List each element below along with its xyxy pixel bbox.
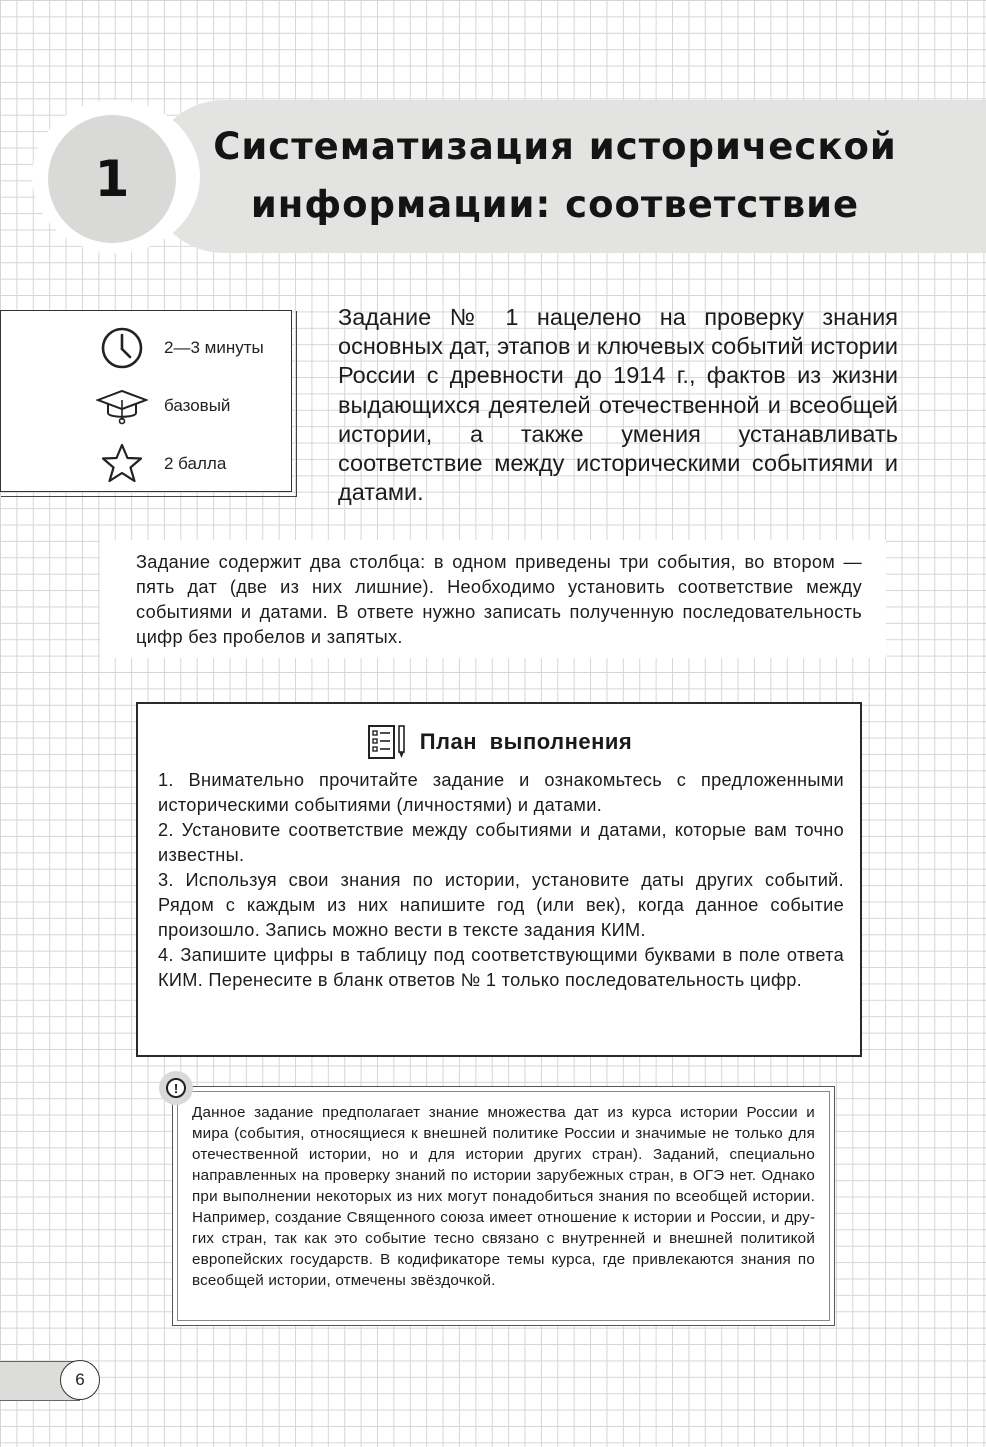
- info-row-time: [96, 325, 264, 371]
- plan-steps: [158, 768, 844, 993]
- exclamation-icon: !: [166, 1078, 186, 1098]
- star-icon: [96, 441, 148, 487]
- page-title-line-2: информации: соответствие: [250, 183, 860, 226]
- plan-box: [136, 702, 862, 1057]
- plan-step: 4. Запишите цифры в таблицу под соответствующими буквами в поле ответа КИМ. Перенесите в бланк ответов № 1 только последовательность цифр.: [158, 945, 844, 990]
- plan-header: [138, 722, 860, 762]
- info-row-level: [96, 383, 230, 429]
- task-number: 1: [94, 150, 130, 208]
- page-title-line-1: Систематизация исторической: [213, 125, 897, 168]
- graduation-cap-icon: [96, 383, 148, 429]
- task-number-badge: [48, 115, 176, 243]
- attention-badge: [159, 1071, 193, 1105]
- intro-paragraph: Задание № 1 нацелено на проверку знания основных дат, этапов и ключевых событий истории России с древности до 1914 г., фактов из жизни выдающихся деятелей отечественной и всеобщей истории, а также умения устанавливать соответствие между историческими событиями и датами.: [338, 304, 898, 506]
- page-title: [210, 118, 900, 234]
- info-row-score: [96, 441, 226, 487]
- clock-icon: [96, 325, 148, 371]
- time-label: 2—3 минуты: [164, 338, 264, 357]
- page-number: 6: [60, 1360, 100, 1400]
- level-label: базовый: [164, 396, 231, 415]
- plan-step: 1. Внимательно прочитайте задание и ознакомьтесь с предложенными историческими событиями (личностями) и датами.: [158, 770, 844, 815]
- plan-title: План выполнения: [419, 729, 633, 754]
- description-block: [100, 540, 886, 658]
- checklist-icon: [366, 722, 408, 762]
- note-paragraph: Данное задание предполагает знание множества дат из курса истории России и мира (события, относящиеся к внешней политике России и значимые не только для отечественной истории, но и для истории других стран). Заданий, специально направленных на проверку знаний по истории зарубежных стран, в ОГЭ нет. Однако при выполнении некоторых из них могут понадобиться знания по всеобщей истории. Например, создание Священного союза имеет отношение к истории и России, и других стран, так как это событие тесно связано с внутренней и внешней политикой европейских государств. В кодификаторе темы курса, где привлекаются знания по всеобщей истории, отмечены звёздочкой.: [192, 1104, 815, 1289]
- plan-step: 2. Установите соответствие между событиями и датами, которые вам точно известны.: [158, 820, 844, 865]
- score-label: 2 балла: [164, 454, 227, 473]
- plan-step: 3. Используя свои знания по истории, установите даты других событий. Рядом с каждым из них напишите год (или век), когда данное событие произошло. Запись можно вести в тексте задания КИМ.: [158, 870, 844, 940]
- description-paragraph: Задание содержит два столбца: в одном приведены три события, во втором — пять дат (две из них лишние). Необходимо установить соответствие между событиями и датами. В ответе нужно записать полученную последовательность цифр без пробелов и запятых.: [136, 552, 862, 647]
